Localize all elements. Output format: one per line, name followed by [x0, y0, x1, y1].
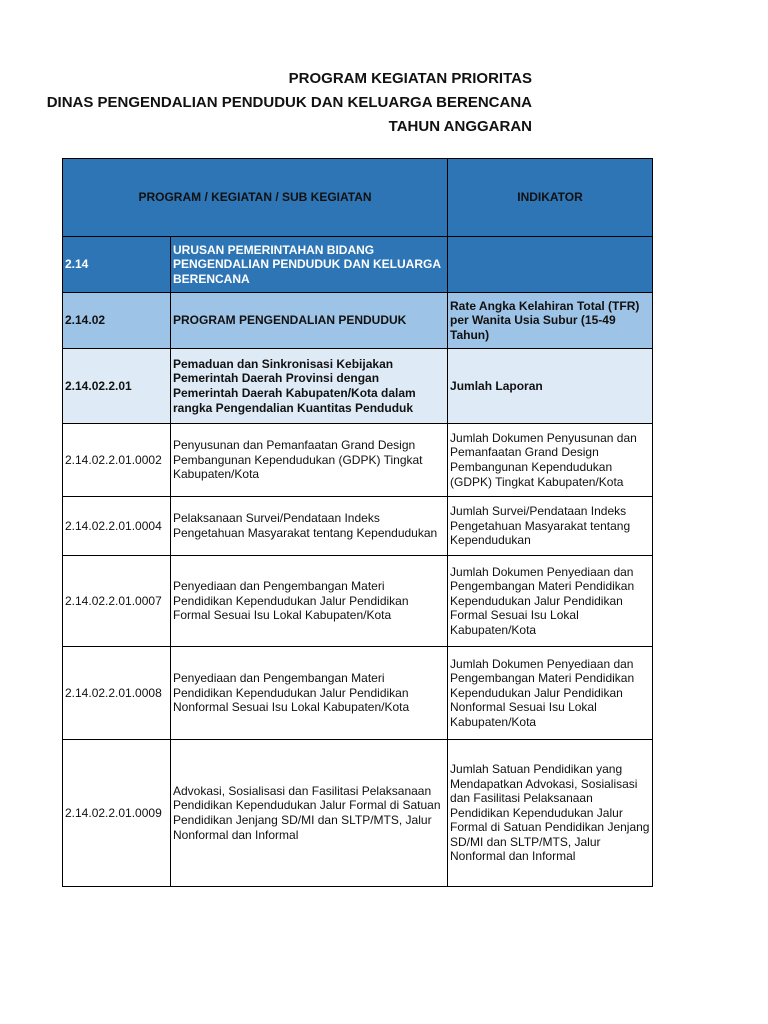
document-fiscal-year: TAHUN ANGGARAN — [388, 118, 532, 135]
document-title-block — [0, 0, 651, 150]
kegiatan-row — [63, 349, 653, 424]
table-header-row — [63, 159, 653, 237]
sub-kegiatan-indikator: Jumlah Dokumen Penyediaan dan Pengembangan Materi Pendidikan Kependudukan Jalur Pendidikan Nonformal Sesuai Isu Lokal Kabupaten/Kota — [448, 647, 653, 740]
urusan-indikator — [448, 237, 653, 293]
sub-kegiatan-row — [63, 497, 653, 556]
sub-kegiatan-code: 2.14.02.2.01.0008 — [63, 647, 171, 740]
kegiatan-indikator: Jumlah Laporan — [448, 349, 653, 424]
sub-kegiatan-row — [63, 740, 653, 887]
sub-kegiatan-code: 2.14.02.2.01.0004 — [63, 497, 171, 556]
program-name: PROGRAM PENGENDALIAN PENDUDUK — [171, 293, 448, 349]
column-header-program: PROGRAM / KEGIATAN / SUB KEGIATAN — [63, 159, 448, 237]
sub-kegiatan-name: Penyusunan dan Pemanfaatan Grand Design Pembangunan Kependudukan (GDPK) Tingkat Kabupaten/Kota — [171, 424, 448, 497]
sub-kegiatan-name: Penyediaan dan Pengembangan Materi Pendidikan Kependudukan Jalur Pendidikan Formal Sesuai Isu Lokal Kabupaten/Kota — [171, 556, 448, 647]
document-agency: DINAS PENGENDALIAN PENDUDUK DAN KELUARGA BERENCANA — [46, 94, 532, 111]
program-code: 2.14.02 — [63, 293, 171, 349]
sub-kegiatan-indikator: Jumlah Dokumen Penyediaan dan Pengembangan Materi Pendidikan Kependudukan Jalur Pendidikan Formal Sesuai Isu Lokal Kabupaten/Kota — [448, 556, 653, 647]
sub-kegiatan-name: Penyediaan dan Pengembangan Materi Pendidikan Kependudukan Jalur Pendidikan Nonformal Sesuai Isu Lokal Kabupaten/Kota — [171, 647, 448, 740]
sub-kegiatan-indikator: Jumlah Survei/Pendataan Indeks Pengetahuan Masyarakat tentang Kependudukan — [448, 497, 653, 556]
sub-kegiatan-code: 2.14.02.2.01.0009 — [63, 740, 171, 887]
program-table — [62, 158, 653, 887]
urusan-row — [63, 237, 653, 293]
sub-kegiatan-row — [63, 556, 653, 647]
sub-kegiatan-indikator: Jumlah Satuan Pendidikan yang Mendapatkan Advokasi, Sosialisasi dan Fasilitasi Pelaksanaan Pendidikan Kependudukan Jalur Formal di Satuan Pendidikan Jenjang SD/MI dan SLTP/MTS, Jalur Nonformal dan Informal — [448, 740, 653, 887]
kegiatan-code: 2.14.02.2.01 — [63, 349, 171, 424]
sub-kegiatan-code: 2.14.02.2.01.0007 — [63, 556, 171, 647]
program-indikator: Rate Angka Kelahiran Total (TFR) per Wanita Usia Subur (15-49 Tahun) — [448, 293, 653, 349]
program-row — [63, 293, 653, 349]
urusan-code: 2.14 — [63, 237, 171, 293]
sub-kegiatan-name: Pelaksanaan Survei/Pendataan Indeks Pengetahuan Masyarakat tentang Kependudukan — [171, 497, 448, 556]
sub-kegiatan-row — [63, 647, 653, 740]
column-header-indikator: INDIKATOR — [448, 159, 653, 237]
kegiatan-name: Pemaduan dan Sinkronisasi Kebijakan Pemerintah Daerah Provinsi dengan Pemerintah Daerah Kabupaten/Kota dalam rangka Pengendalian Kuantitas Penduduk — [171, 349, 448, 424]
sub-kegiatan-indikator: Jumlah Dokumen Penyusunan dan Pemanfaatan Grand Design Pembangunan Kependudukan (GDPK) Tingkat Kabupaten/Kota — [448, 424, 653, 497]
sub-kegiatan-row — [63, 424, 653, 497]
urusan-name: URUSAN PEMERINTAHAN BIDANG PENGENDALIAN PENDUDUK DAN KELUARGA BERENCANA — [171, 237, 448, 293]
document-title: PROGRAM KEGIATAN PRIORITAS — [288, 70, 532, 87]
sub-kegiatan-code: 2.14.02.2.01.0002 — [63, 424, 171, 497]
sub-kegiatan-name: Advokasi, Sosialisasi dan Fasilitasi Pelaksanaan Pendidikan Kependudukan Jalur Formal di Satuan Pendidikan Jenjang SD/MI dan SLTP/MTS, Jalur Nonformal dan Informal — [171, 740, 448, 887]
